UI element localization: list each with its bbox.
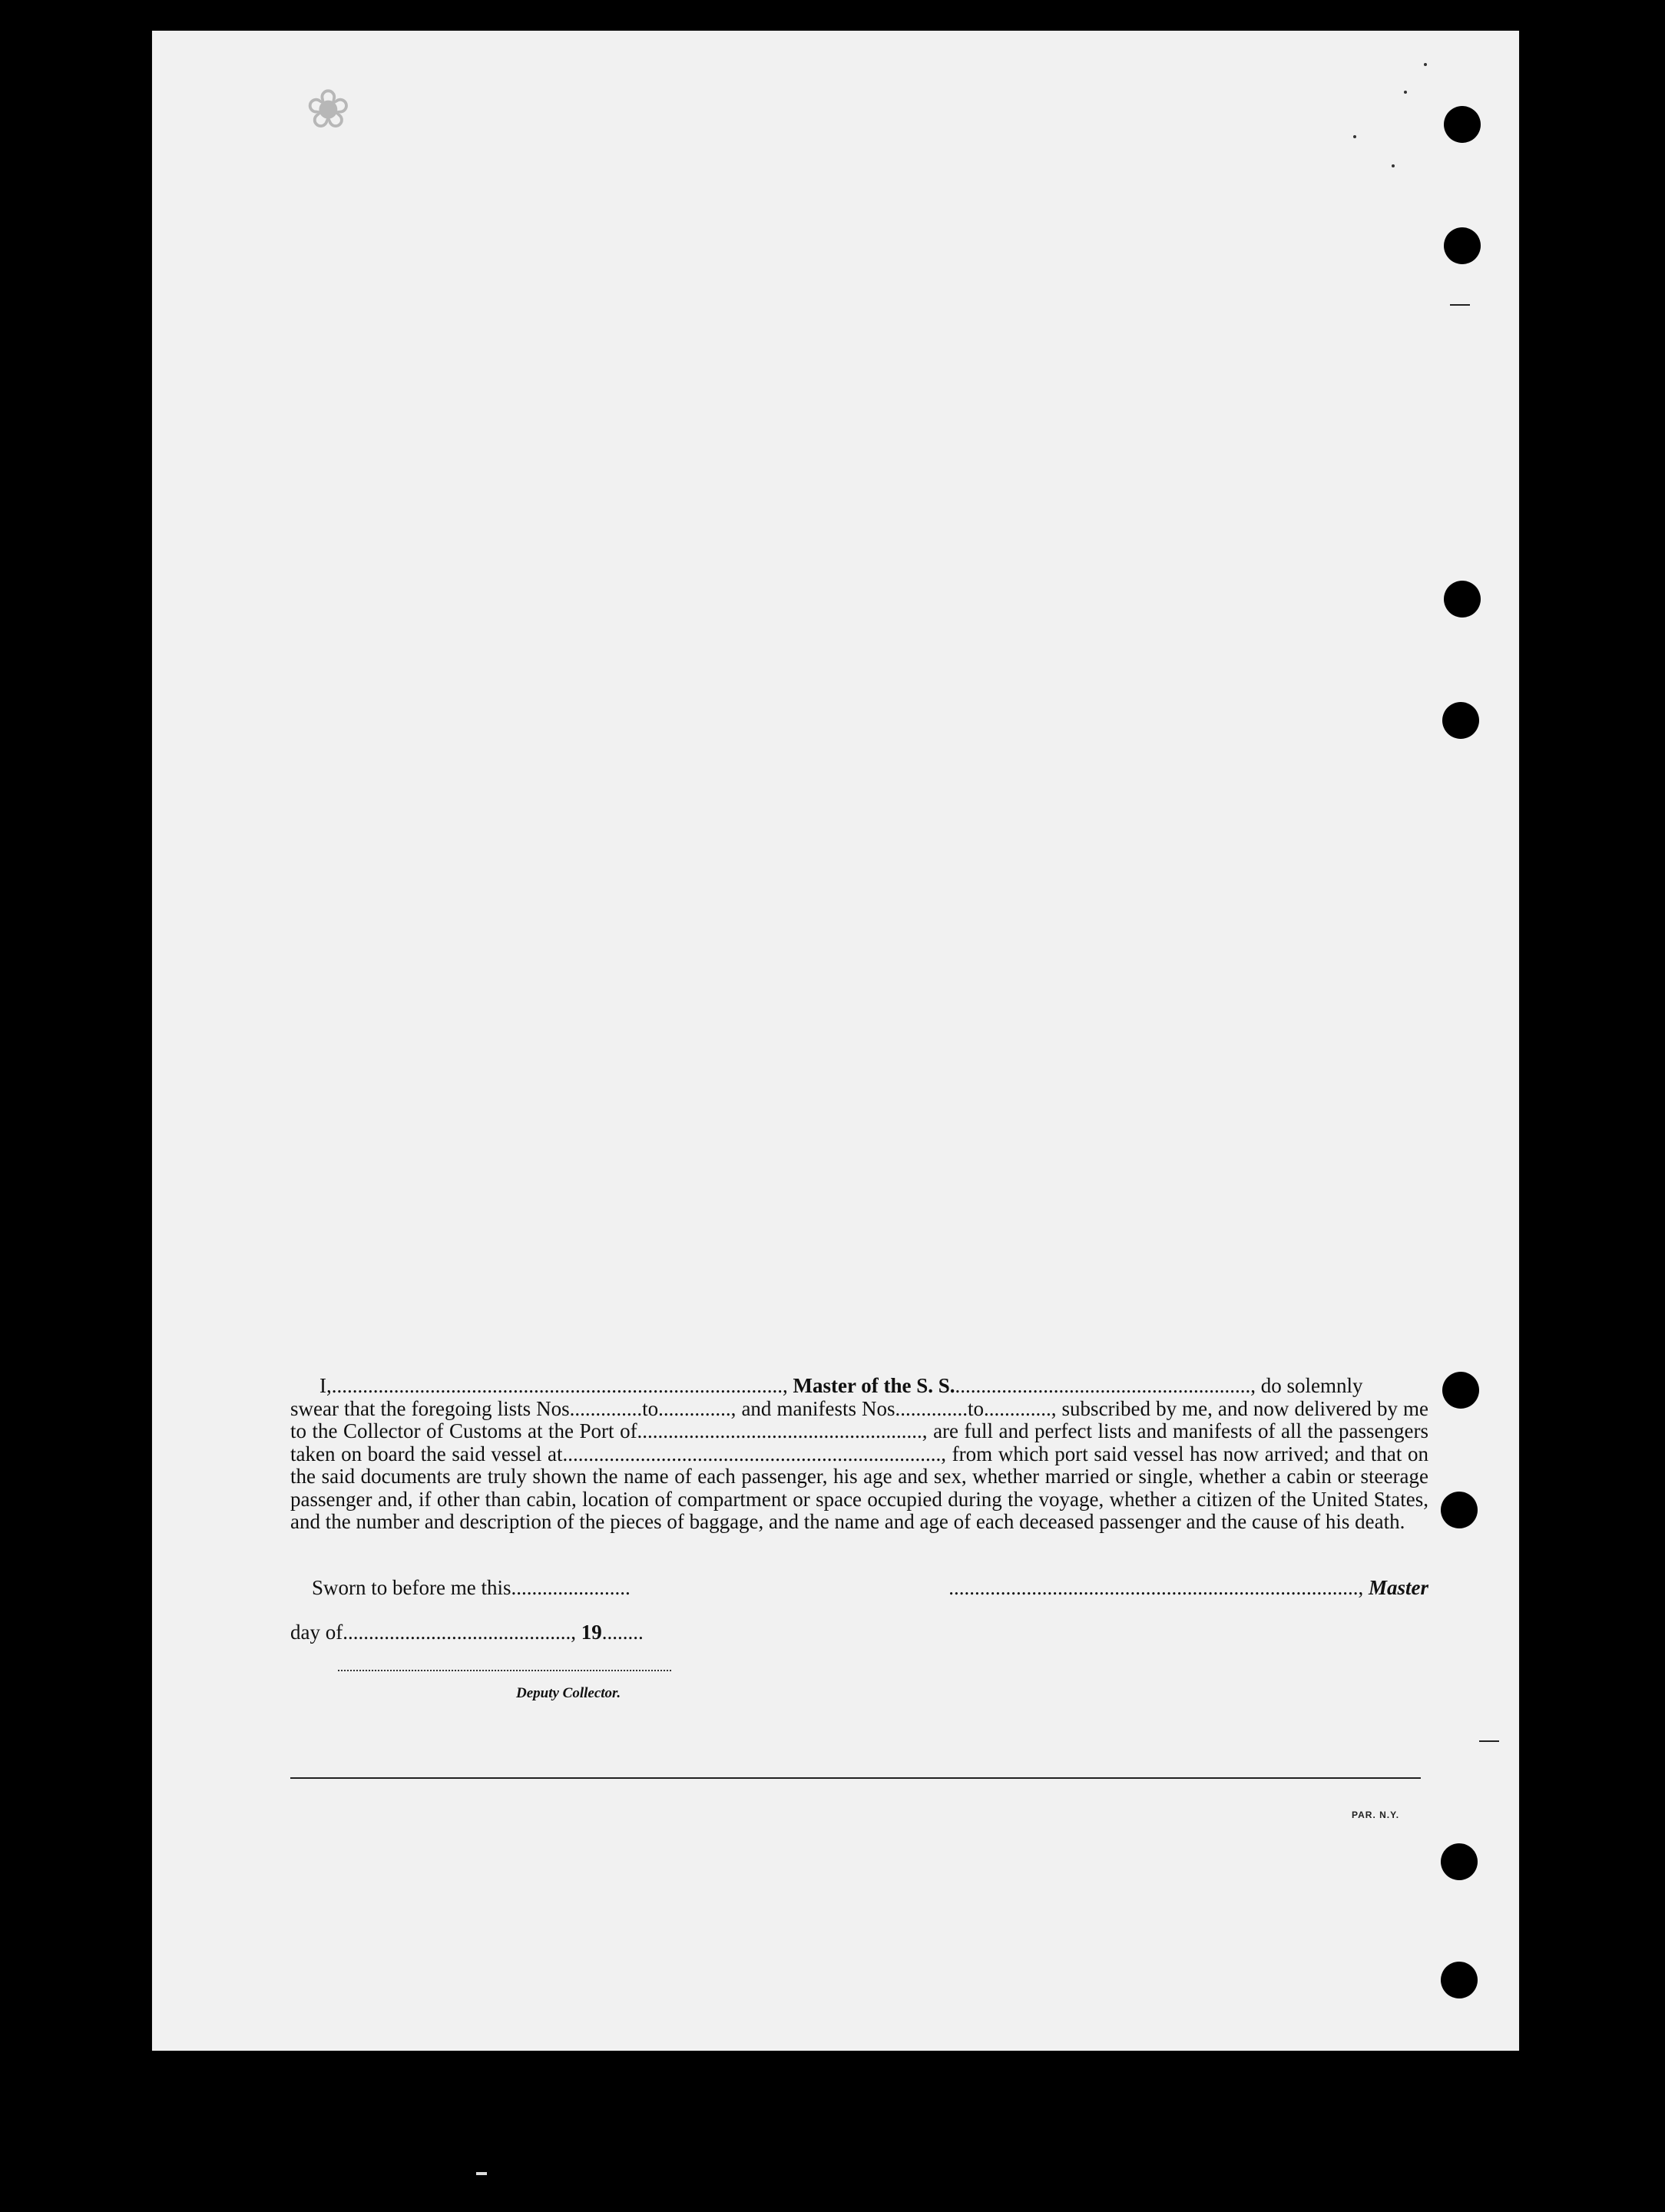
edge-mark (1450, 304, 1470, 306)
speck (1424, 63, 1427, 66)
sworn-before-me-text: Sworn to before me this....................... (312, 1576, 631, 1599)
speck (1404, 91, 1407, 94)
day-of-text: day of............................................, (290, 1621, 576, 1644)
year-prefix: 19 (581, 1621, 602, 1644)
master-of-ship-label: Master of the S. S. (793, 1374, 955, 1397)
speck (1353, 135, 1356, 138)
punch-hole (1441, 1962, 1478, 1998)
ship-name-blank: ........................................................., do solemnly (955, 1374, 1363, 1397)
punch-hole (1442, 702, 1479, 739)
punch-hole (1444, 106, 1481, 143)
punch-hole (1441, 1492, 1478, 1528)
day-of-line (290, 1621, 644, 1644)
master-name-blank: I,......................................................................................., (319, 1374, 788, 1397)
corner-stamp-mark: ❀ (306, 78, 351, 141)
edge-mark (476, 2172, 487, 2175)
oath-paragraph (290, 1375, 1428, 1534)
punch-hole (1444, 581, 1481, 618)
master-signature-dots: ..............................................................................., (948, 1576, 1364, 1599)
year-blank: ........ (601, 1621, 644, 1644)
document-page (152, 31, 1519, 2051)
punch-hole (1444, 227, 1481, 264)
oath-body-text: swear that the foregoing lists Nos..............to.............., and manifests Nos..............to............., subscribed by me, and now delivered by me to the Collector of Customs at the Port of......................................................., are full and perfect lists and manifests of all the passengers taken on board the said vessel at........................................................................., from which port said vessel has now arrived; and that on the said documents are truly shown the name of each passenger, his age and sex, whether married or single, whether a cabin or steerage passenger and, if other than cabin, location of compartment or space occupied during the voyage, whether a citizen of the United States, and the number and description of the pieces of baggage, and the name and age of each deceased passenger and the cause of his death. (290, 1396, 1428, 1533)
footer-rule (290, 1777, 1421, 1779)
punch-hole (1441, 1843, 1478, 1880)
edge-mark (1479, 1740, 1499, 1742)
oath-first-line (290, 1375, 1428, 1398)
punch-hole (1442, 1372, 1479, 1409)
master-signature-line (948, 1576, 1428, 1600)
speck (1392, 164, 1395, 167)
printer-mark: PAR. N.Y. (1352, 1810, 1400, 1820)
master-signature-label: Master (1368, 1576, 1428, 1599)
deputy-collector-label: Deputy Collector. (516, 1685, 621, 1701)
deputy-collector-signature-line (338, 1670, 671, 1671)
